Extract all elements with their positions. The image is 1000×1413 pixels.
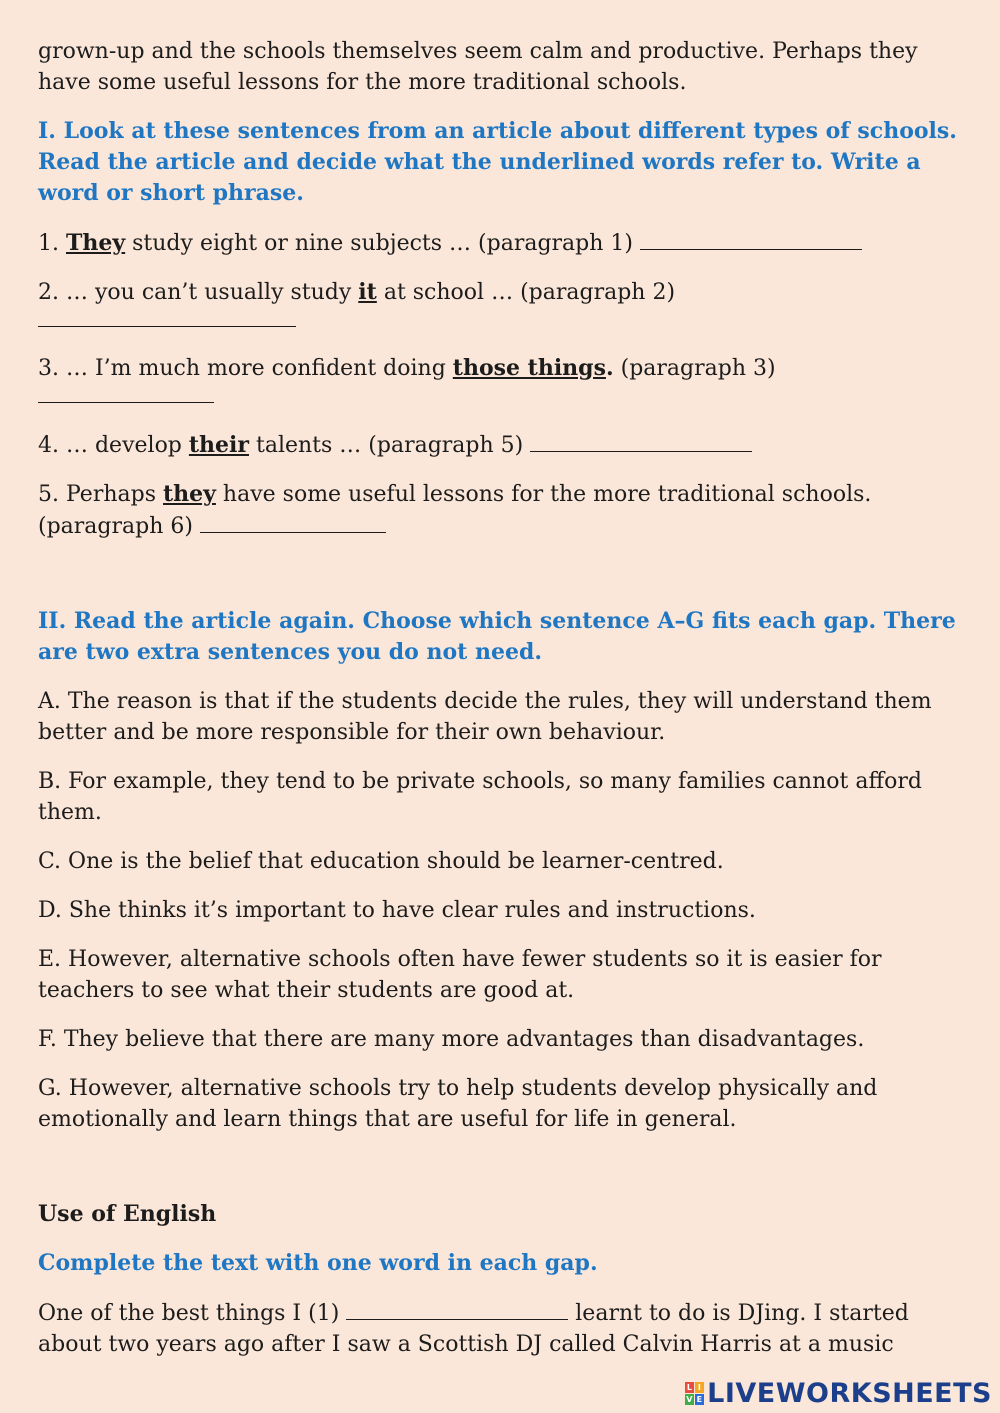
question-5: 5. Perhaps they have some useful lessons for the more traditional schools. (paragraph 6) — [38, 481, 872, 539]
answer-blank-2[interactable] — [38, 308, 296, 327]
underlined-word: They — [65, 230, 126, 256]
option-b: B. For example, they tend to be private schools, so many families cannot afford them. — [38, 769, 922, 825]
section1-heading: I. Look at these sentences from an article about different types of schools. Read the article and decide what the underlined words refer to. Write a word or short phrase. — [38, 118, 957, 206]
use-of-english-title: Use of English — [38, 1201, 217, 1227]
option-e: E. However, alternative schools often have fewer students so it is easier for teachers to see what their students are good at. — [38, 947, 882, 1003]
intro-line-2: have some useful lessons for the more traditional schools. — [38, 70, 687, 95]
section2-heading: II. Read the article again. Choose which sentence A–G fits each gap. There are two extra sentences you do not need. — [38, 608, 956, 665]
answer-blank-1[interactable] — [640, 227, 862, 250]
option-d: D. She thinks it’s important to have clear rules and instructions. — [38, 898, 756, 923]
answer-blank-4[interactable] — [530, 429, 752, 452]
underlined-word: it — [358, 279, 377, 305]
liveworksheets-logo — [685, 1378, 992, 1409]
question-1: 1. They study eight or nine subjects … (paragraph 1) — [38, 227, 968, 259]
option-a: A. The reason is that if the students decide the rules, they will understand them better and be more responsible for their own behaviour. — [38, 689, 932, 745]
gap-blank-1[interactable] — [346, 1297, 568, 1320]
underlined-word: they — [163, 481, 216, 507]
option-f: F. They believe that there are many more advantages than disadvantages. — [38, 1027, 865, 1052]
underlined-word: their — [188, 432, 249, 458]
gap-fill-text: One of the best things I (1) learnt to do is DJing. I started about two years ago after I saw a Scottish DJ called Calvin Harris at a music — [38, 1297, 968, 1360]
use-of-english-instruction: Complete the text with one word in each gap. — [38, 1250, 598, 1276]
liveworksheets-logo-text: LIVEWORKSHEETS — [707, 1378, 992, 1409]
answer-blank-5[interactable] — [200, 510, 386, 533]
underlined-word: those things — [452, 355, 606, 381]
option-c: C. One is the belief that education should be learner-centred. — [38, 849, 724, 874]
liveworksheets-logo-icon: L I V E — [686, 1383, 703, 1404]
answer-blank-3[interactable] — [38, 384, 214, 403]
worksheet-page — [38, 36, 968, 1360]
option-g: G. However, alternative schools try to help students develop physically and emotionally and learn things that are useful for life in general. — [38, 1076, 878, 1132]
intro-line-1: grown-up and the schools themselves seem calm and productive. Perhaps they — [38, 39, 918, 64]
question-4: 4. … develop their talents … (paragraph 5) — [38, 429, 968, 461]
question-2: 2. … you can’t usually study it at school … (paragraph 2) — [38, 279, 676, 305]
question-3: 3. … I’m much more confident doing those things. (paragraph 3) — [38, 355, 776, 381]
